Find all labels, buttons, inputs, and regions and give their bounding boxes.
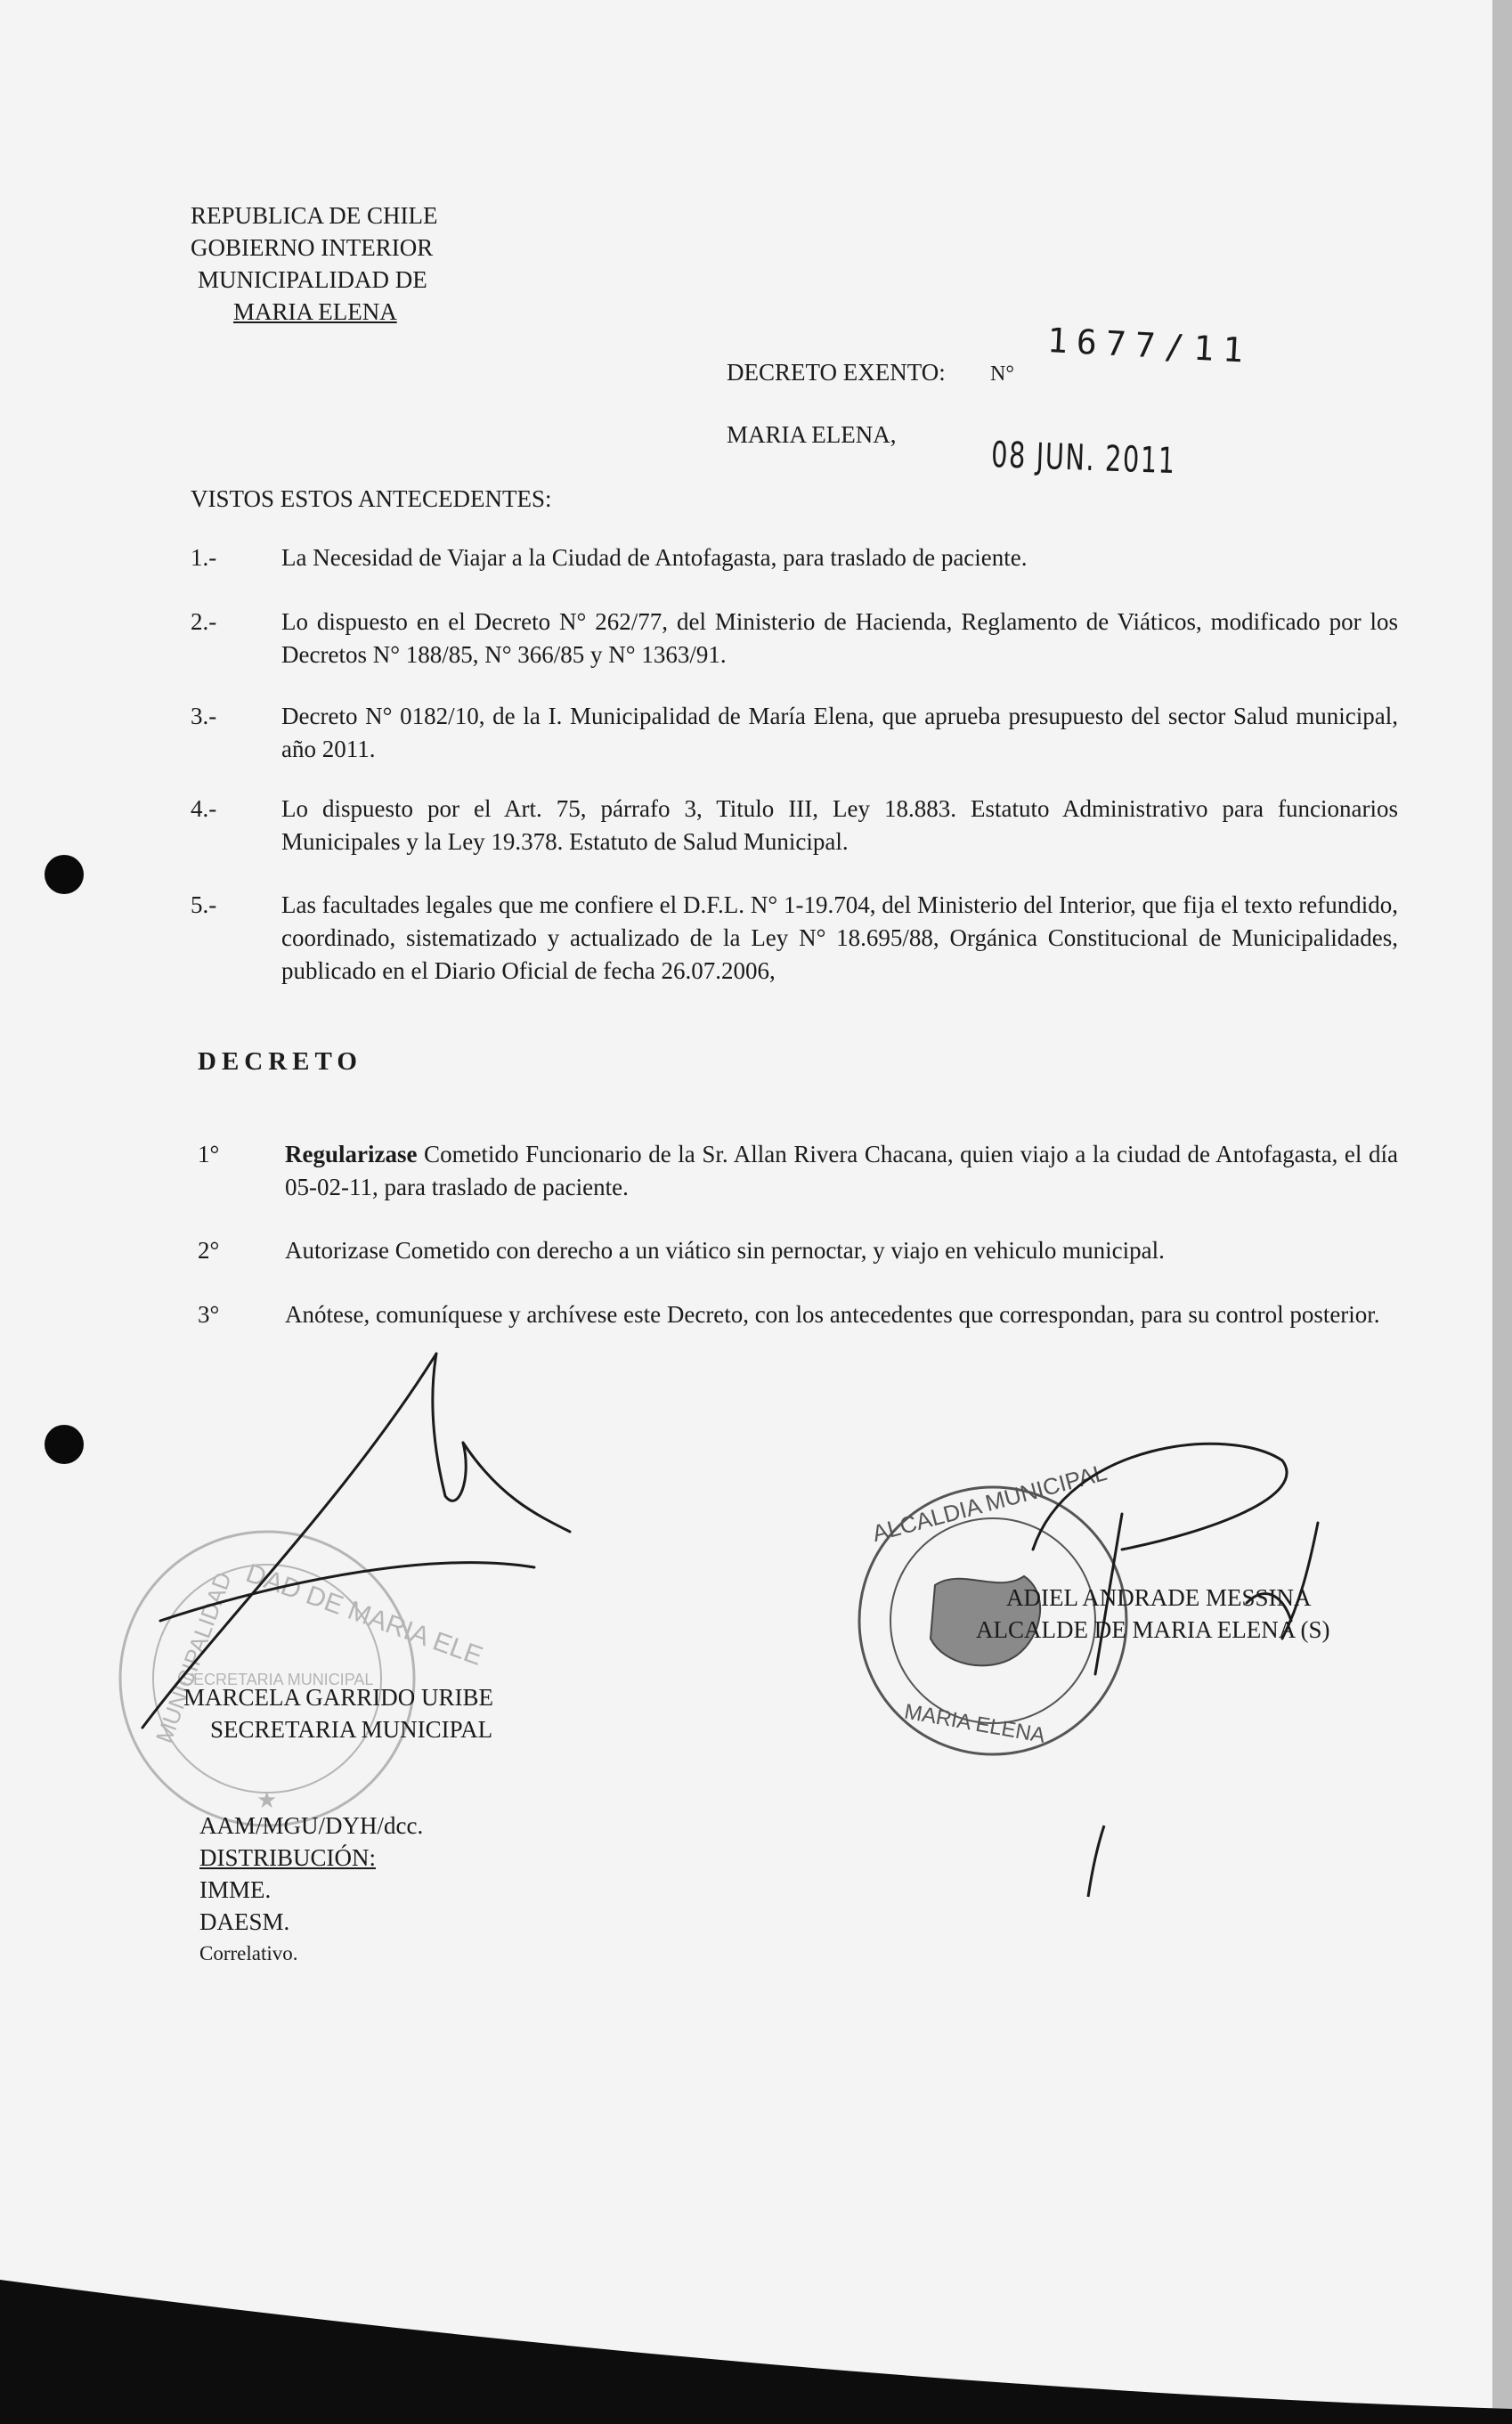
secretaria-title: SECRETARIA MUNICIPAL <box>210 1716 493 1743</box>
decreto-item-1-bold: Regularizase <box>285 1141 418 1167</box>
decreto-item-1-rest: Cometido Funcionario de la Sr. Allan Rivera Chacana, quien viajo a la ciudad de Antofagasta, el día 05-02-11, para traslado de paciente. <box>285 1141 1398 1200</box>
vistos-item-2-text: Lo dispuesto en el Decreto N° 262/77, del Ministerio de Hacienda, Reglamento de Viáticos, modificado por los Decretos N° 188/85, N° 366/85 y N° 1363/91. <box>281 608 1398 668</box>
letterhead-line-1: REPUBLICA DE CHILE <box>191 202 438 229</box>
decreto-item-3-number: 3° <box>198 1301 220 1328</box>
vistos-item-4-text: Lo dispuesto por el Art. 75, párrafo 3, Titulo III, Ley 18.883. Estatuto Administrativo para funcionarios Municipales y la Ley 19.378. Estatuto de Salud Municipal. <box>281 795 1398 855</box>
decreto-item-2-number: 2° <box>198 1237 220 1264</box>
distribution-heading: DISTRIBUCIÓN: <box>199 1844 377 1871</box>
svg-text:★: ★ <box>256 1787 278 1814</box>
secretaria-seal <box>120 1532 486 1826</box>
secretaria-seal-center-text: SECRETARIA MUNICIPAL <box>183 1671 374 1688</box>
scan-shadow <box>0 2280 1512 2424</box>
letterhead-line-4: MARIA ELENA <box>233 298 397 325</box>
decree-label: DECRETO EXENTO: <box>727 359 946 386</box>
alcalde-name: ADIEL ANDRADE MESSINA <box>1006 1584 1312 1611</box>
secretaria-seal-top-text: DAD DE MARIA ELE <box>241 1558 487 1672</box>
distribution-imme: IMME. <box>199 1876 272 1903</box>
distribution-correlativo: Correlativo. <box>199 1942 298 1964</box>
vistos-item-4-number: 4.- <box>191 795 217 822</box>
secretaria-name: MARCELA GARRIDO URIBE <box>183 1684 494 1711</box>
vistos-item-1-text: La Necesidad de Viajar a la Ciudad de Antofagasta, para traslado de paciente. <box>281 544 1028 571</box>
decree-stamped-number: 1677/11 <box>1046 321 1254 370</box>
decreto-heading: DECRETO <box>198 1047 362 1076</box>
letterhead-line-2: GOBIERNO INTERIOR <box>191 234 434 261</box>
decreto-item-3-text: Anótese, comuníquese y archívese este Decreto, con los antecedentes que correspondan, para su control posterior. <box>285 1301 1380 1328</box>
vistos-item-5-text: Las facultades legales que me confiere el D.F.L. N° 1-19.704, del Ministerio del Interior, que fija el texto refundido, coordinado, sistematizado y actualizado de la Ley N° 18.695/88, Orgánica Constitucional de Municipalidades, publicado en el Diario Oficial de fecha 26.07.2006, <box>281 891 1398 984</box>
decree-number-prefix: N° <box>990 362 1014 386</box>
vistos-heading: VISTOS ESTOS ANTECEDENTES: <box>191 485 552 512</box>
vistos-item-3-number: 3.- <box>191 703 217 729</box>
alcaldia-seal-bottom-text: MARIA ELENA <box>902 1699 1047 1748</box>
decree-stamped-date: 08 JUN. 2011 <box>990 435 1177 483</box>
decreto-item-1-number: 1° <box>198 1141 220 1167</box>
vistos-item-1-number: 1.- <box>191 544 217 571</box>
vistos-item-3-text: Decreto N° 0182/10, de la I. Municipalidad de María Elena, que aprueba presupuesto del sector Salud municipal, año 2011. <box>281 703 1398 762</box>
alcaldia-seal-top-text: ALCALDIA MUNICIPAL <box>869 1458 1110 1548</box>
letterhead-line-3: MUNICIPALIDAD DE <box>198 266 427 293</box>
initials-mark <box>1088 1826 1104 1897</box>
vistos-item-5-number: 5.- <box>191 891 217 918</box>
secretaria-seal-side-text: MUNICIPALIDAD <box>150 1568 238 1747</box>
distribution-daesm: DAESM. <box>199 1908 290 1935</box>
decree-place: MARIA ELENA, <box>727 421 897 448</box>
decreto-item-2-text: Autorizase Cometido con derecho a un viático sin pernoctar, y viajo en vehiculo municipal. <box>285 1237 1165 1264</box>
vistos-item-2-number: 2.- <box>191 608 217 635</box>
footer-initials: AAM/MGU/DYH/dcc. <box>199 1812 424 1839</box>
alcalde-title: ALCALDE DE MARIA ELENA (S) <box>976 1616 1330 1643</box>
